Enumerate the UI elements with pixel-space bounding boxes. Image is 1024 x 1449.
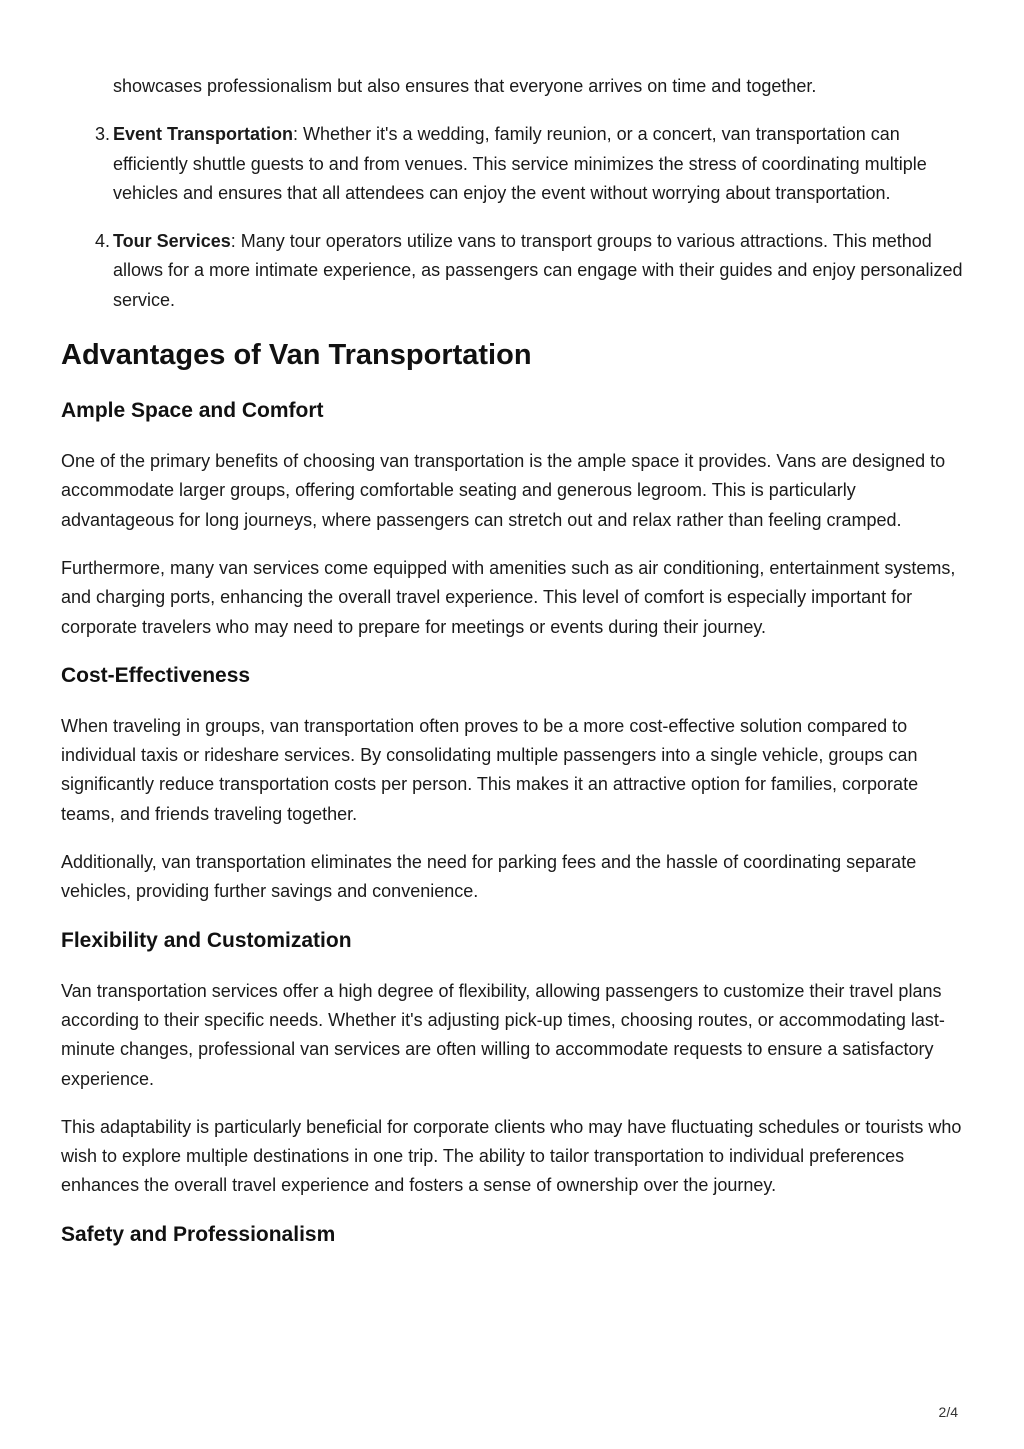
list-continuation [61, 72, 966, 101]
paragraph: Van transportation services offer a high degree of flexibility, allowing passengers to customize their travel plans according to their specific needs. Whether it's adjusting pick-up times, choosing routes, or accommodating last-minute changes, professional van services are often willing to accommodate requests to ensure a satisfactory experience. [61, 980, 945, 1089]
list-item [61, 120, 966, 208]
document-page [61, 72, 966, 1271]
continuation-text: showcases professionalism but also ensures that everyone arrives on time and together. [113, 76, 817, 96]
list-item-title: Event Transportation [113, 124, 294, 145]
section-heading: Ample Space and Comfort [61, 399, 324, 423]
paragraph: This adaptability is particularly beneficial for corporate clients who may have fluctuating schedules or tourists who wish to explore multiple destinations in one trip. The ability to tailor transportation to individual preferences enhances the overall travel experience and fosters a sense of ownership over the journey. [61, 1116, 962, 1196]
list-number: 3. [94, 124, 110, 145]
list-item-title: Tour Services [113, 231, 231, 252]
section-heading: Flexibility and Customization [61, 928, 352, 952]
paragraph: Furthermore, many van services come equipped with amenities such as air conditioning, entertainment systems, and charging ports, enhancing the overall travel experience. This level of comfort is especially important for corporate travelers who may need to prepare for meetings or events during their journey. [61, 557, 956, 637]
paragraph: One of the primary benefits of choosing van transportation is the ample space it provides. Vans are designed to accommodate larger groups, offering comfortable seating and generous legroom. This is particularly advantageous for long journeys, where passengers can stretch out and relax rather than feeling cramped. [61, 451, 946, 530]
list-item-text: : Whether it's a wedding, family reunion, or a concert, van transportation can efficiently shuttle guests to and from venues. This service minimizes the stress of coordinating multiple vehicles and ensures that all attendees can enjoy the event without worrying about transportation. [113, 124, 927, 203]
main-heading: Advantages of Van Transportation [61, 339, 532, 372]
section-heading: Safety and Professionalism [61, 1222, 336, 1246]
list-item-text: : Many tour operators utilize vans to transport groups to various attractions. This method allows for a more intimate experience, as passengers can engage with their guides and enjoy personalized service. [113, 231, 963, 310]
page-number: 2/4 [938, 1404, 958, 1420]
paragraph: When traveling in groups, van transportation often proves to be a more cost-effective solution compared to individual taxis or rideshare services. By consolidating multiple passengers into a single vehicle, groups can significantly reduce transportation costs per person. This makes it an attractive option for families, corporate teams, and friends traveling together. [61, 715, 919, 824]
section-heading: Cost-Effectiveness [61, 663, 251, 687]
list-item [61, 227, 966, 315]
list-number: 4. [94, 231, 110, 252]
paragraph: Additionally, van transportation eliminates the need for parking fees and the hassle of coordinating separate vehicles, providing further savings and convenience. [61, 852, 917, 902]
